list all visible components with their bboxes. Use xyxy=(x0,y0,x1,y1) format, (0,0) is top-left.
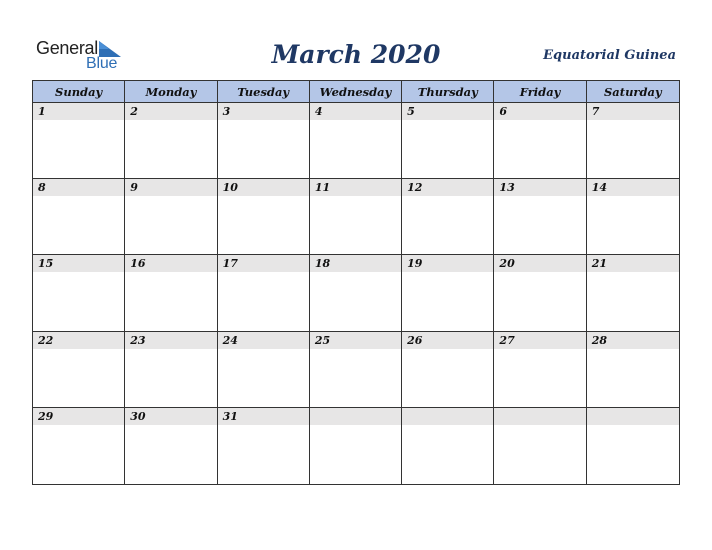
day-cell xyxy=(402,408,494,484)
day-number: 4 xyxy=(310,103,401,120)
day-cell xyxy=(494,103,586,179)
country-name: Equatorial Guinea xyxy=(543,48,676,63)
day-number: 27 xyxy=(494,332,585,349)
logo-text-blue: Blue xyxy=(86,55,118,72)
day-cell xyxy=(33,179,125,255)
day-cell xyxy=(587,179,679,255)
day-number: 9 xyxy=(125,179,216,196)
logo-text-general: General xyxy=(36,38,98,58)
day-number: 23 xyxy=(125,332,216,349)
day-number: 15 xyxy=(33,255,124,272)
day-number: 1 xyxy=(33,103,124,120)
day-cell xyxy=(218,103,310,179)
day-cell xyxy=(310,408,402,484)
day-number: 22 xyxy=(33,332,124,349)
day-number: 7 xyxy=(587,103,679,120)
day-cell xyxy=(218,179,310,255)
day-number: 24 xyxy=(218,332,309,349)
day-cell xyxy=(587,103,679,179)
day-cell xyxy=(125,179,217,255)
day-number: 19 xyxy=(402,255,493,272)
day-number: 12 xyxy=(402,179,493,196)
day-number: 2 xyxy=(125,103,216,120)
day-cell xyxy=(125,332,217,408)
day-number: 31 xyxy=(218,408,309,425)
day-number: 16 xyxy=(125,255,216,272)
day-number: 5 xyxy=(402,103,493,120)
day-number: 29 xyxy=(33,408,124,425)
day-number: 10 xyxy=(218,179,309,196)
day-cell xyxy=(494,255,586,331)
day-cell xyxy=(587,408,679,484)
day-cell xyxy=(310,103,402,179)
day-cell xyxy=(125,408,217,484)
weekday-header-thursday: Thursday xyxy=(402,81,494,103)
day-cell xyxy=(310,179,402,255)
day-cell xyxy=(125,103,217,179)
weekday-header-wednesday: Wednesday xyxy=(310,81,402,103)
day-cell xyxy=(494,179,586,255)
calendar-title: March 2020 xyxy=(271,40,441,69)
day-cell xyxy=(218,255,310,331)
weekday-header-monday: Monday xyxy=(125,81,217,103)
weekday-header-tuesday: Tuesday xyxy=(218,81,310,103)
day-number: 20 xyxy=(494,255,585,272)
day-number xyxy=(402,408,493,425)
day-cell xyxy=(494,332,586,408)
day-cell xyxy=(494,408,586,484)
calendar-grid xyxy=(32,80,680,485)
day-number: 25 xyxy=(310,332,401,349)
weekday-header-saturday: Saturday xyxy=(587,81,679,103)
day-number: 26 xyxy=(402,332,493,349)
day-cell xyxy=(125,255,217,331)
day-cell xyxy=(587,332,679,408)
day-number: 14 xyxy=(587,179,679,196)
day-cell xyxy=(402,179,494,255)
day-number: 6 xyxy=(494,103,585,120)
day-cell xyxy=(310,255,402,331)
day-number: 3 xyxy=(218,103,309,120)
day-cell xyxy=(587,255,679,331)
day-number: 18 xyxy=(310,255,401,272)
day-cell xyxy=(402,332,494,408)
day-cell xyxy=(33,408,125,484)
weekday-header-friday: Friday xyxy=(494,81,586,103)
weekday-header-sunday: Sunday xyxy=(33,81,125,103)
day-number: 28 xyxy=(587,332,679,349)
day-cell xyxy=(402,255,494,331)
day-number xyxy=(494,408,585,425)
day-number: 21 xyxy=(587,255,679,272)
day-number xyxy=(587,408,679,425)
day-number: 17 xyxy=(218,255,309,272)
day-number: 11 xyxy=(310,179,401,196)
day-cell xyxy=(218,332,310,408)
day-cell xyxy=(33,103,125,179)
day-cell xyxy=(402,103,494,179)
day-cell xyxy=(33,332,125,408)
day-cell xyxy=(218,408,310,484)
day-number: 8 xyxy=(33,179,124,196)
day-cell xyxy=(33,255,125,331)
day-cell xyxy=(310,332,402,408)
day-number: 30 xyxy=(125,408,216,425)
day-number xyxy=(310,408,401,425)
day-number: 13 xyxy=(494,179,585,196)
